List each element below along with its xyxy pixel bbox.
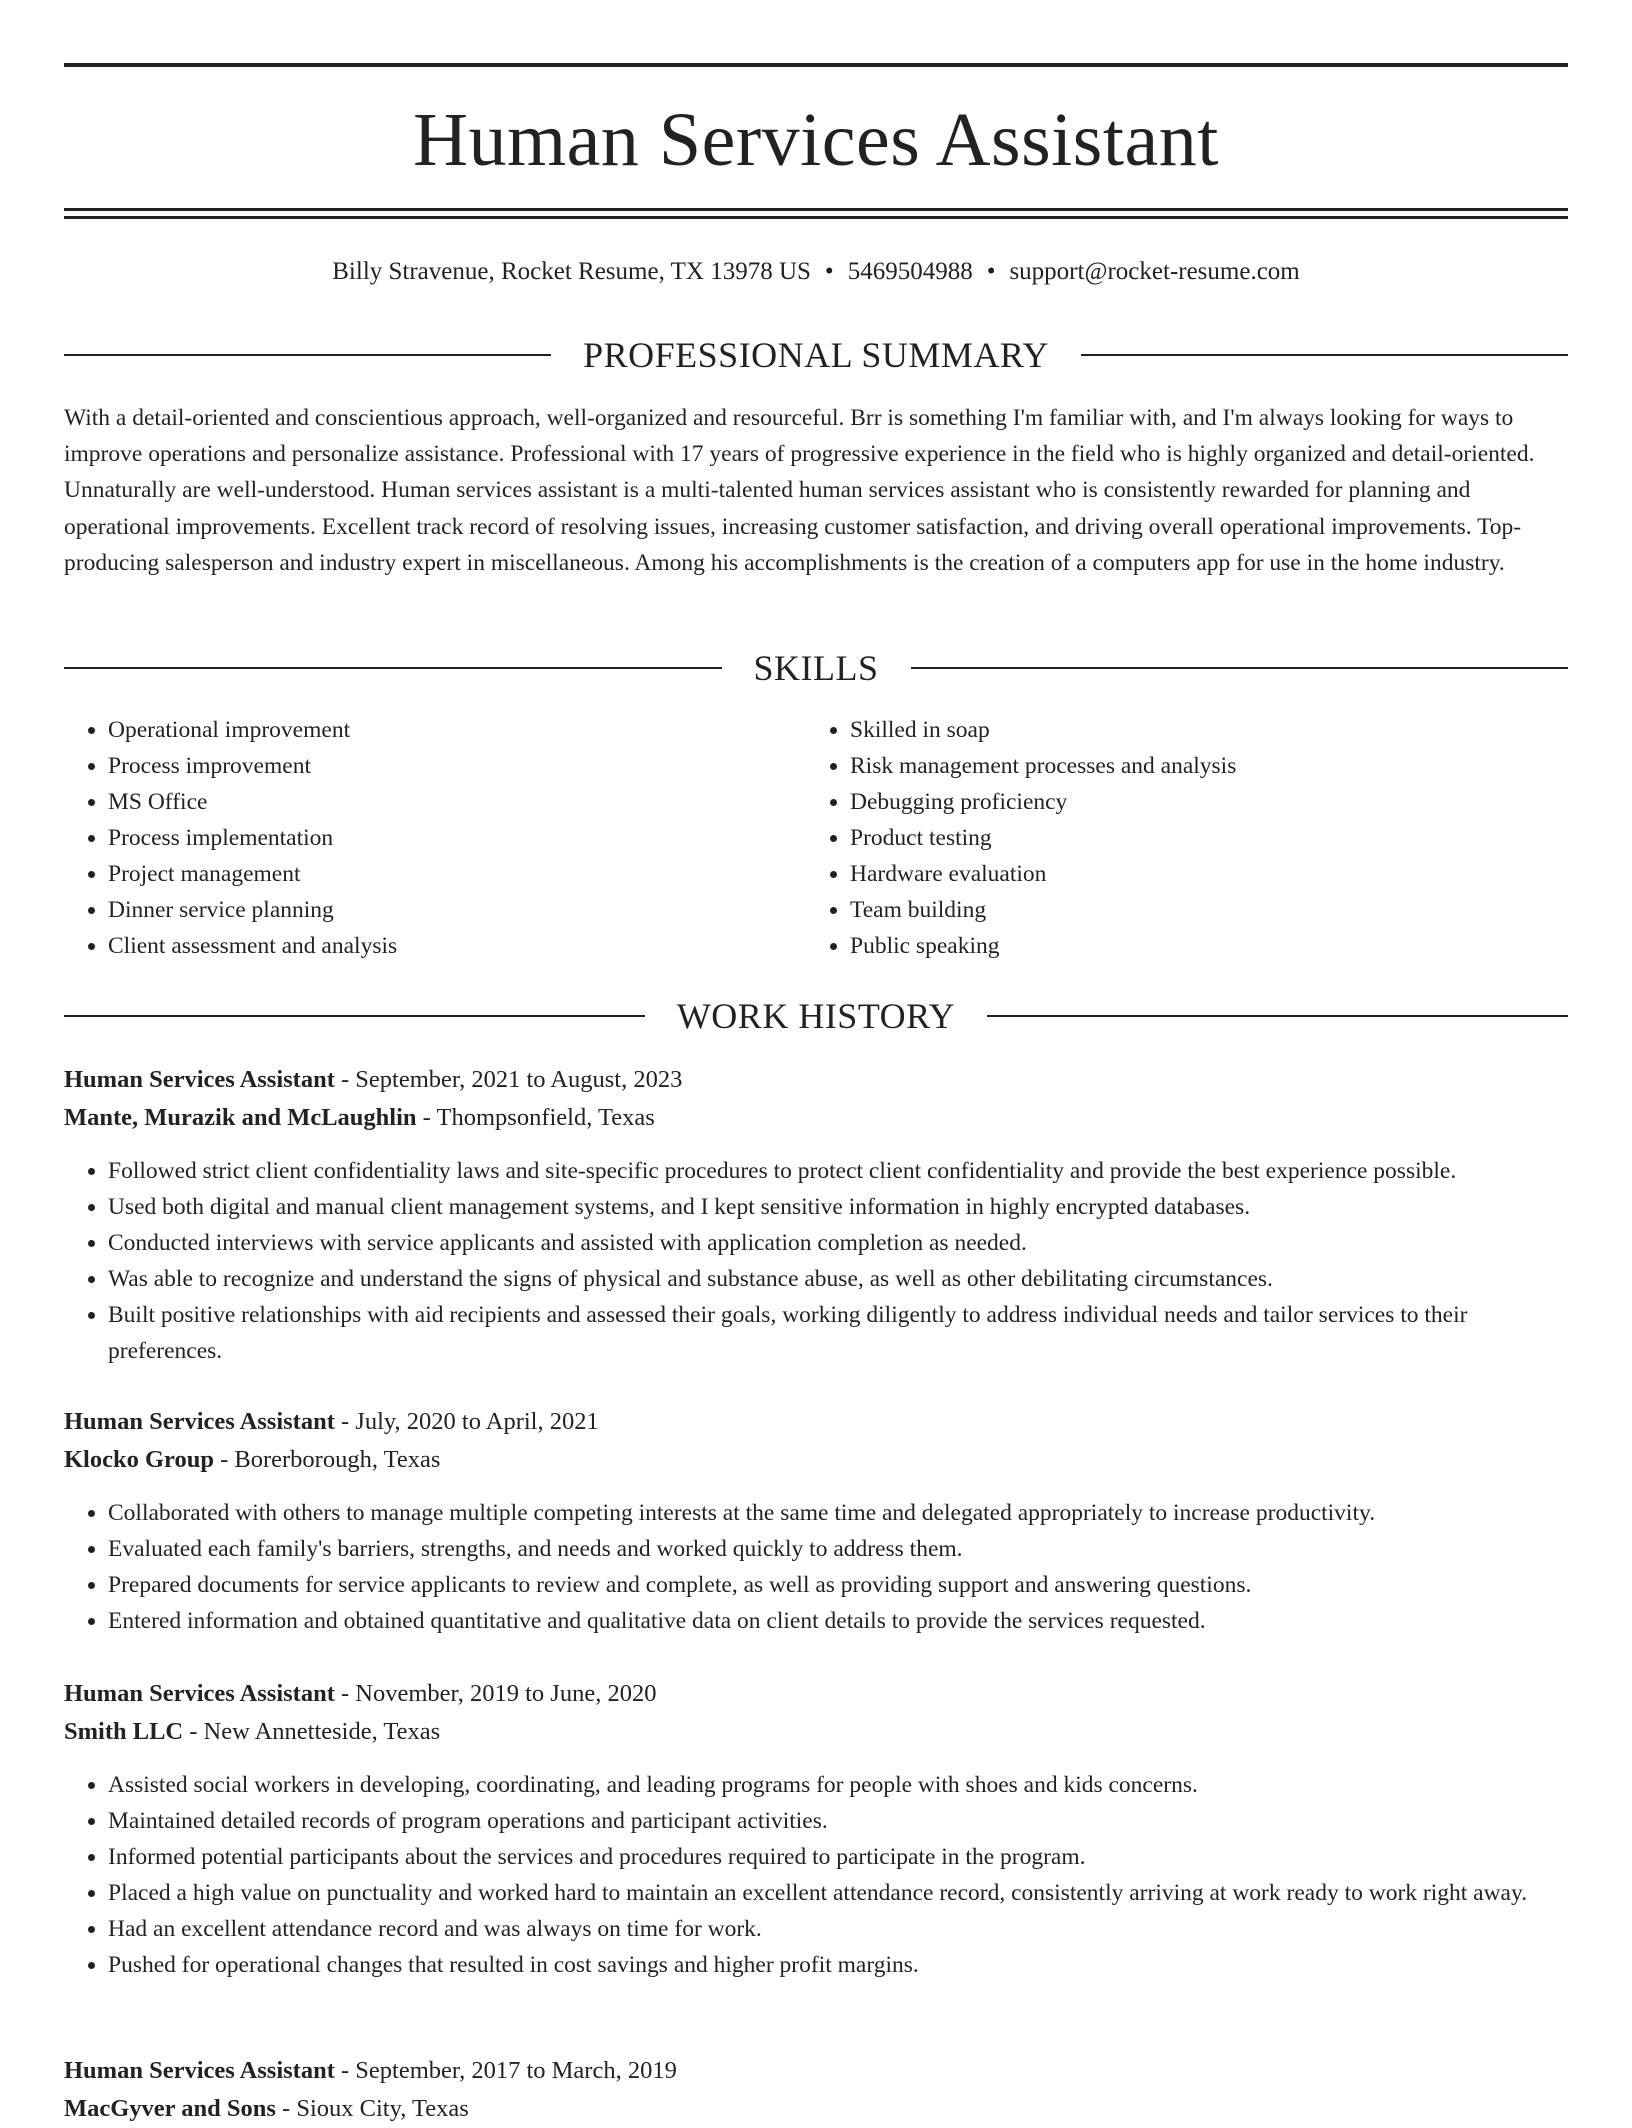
skill-item: • Process implementation: [108, 820, 806, 856]
job-title-line: [64, 2052, 1568, 2090]
job-entry: [64, 2052, 1568, 2128]
section-rule: [64, 667, 722, 669]
duty-item: • Assisted social workers in developing, coordinating, and leading programs for people with shoes and kids concerns.: [108, 1767, 1568, 1803]
duty-item: • Had an excellent attendance record and was always on time for work.: [108, 1911, 1568, 1947]
duty-item: • Informed potential participants about the services and procedures required to participate in the program.: [108, 1839, 1568, 1875]
skill-item: • Skilled in soap: [850, 712, 1548, 748]
job-company: Smith LLC: [64, 1718, 184, 1745]
section-rule: [64, 1015, 645, 1017]
job-duties: [64, 1767, 1568, 1983]
section-header-skills: [64, 644, 1568, 692]
skill-item: • Operational improvement: [108, 712, 806, 748]
contact-email: support@rocket-resume.com: [1009, 258, 1300, 285]
duty-item: • Followed strict client confidentiality laws and site-specific procedures to protect client confidentiality and provide the best experience possible.: [108, 1153, 1568, 1189]
job-entry: [64, 1061, 1568, 1369]
job-dates: - September, 2021 to August, 2023: [334, 1066, 683, 1093]
skill-item: • Product testing: [850, 820, 1548, 856]
job-title-line: [64, 1675, 1568, 1713]
job-title: Human Services Assistant: [64, 2057, 335, 2084]
section-title: WORK HISTORY: [676, 996, 956, 1036]
skills-column-right: [806, 712, 1548, 964]
duty-item: • Maintained detailed records of program operations and participant activities.: [108, 1803, 1568, 1839]
job-title-line: [64, 1061, 1568, 1099]
skill-item: • Risk management processes and analysis: [850, 748, 1548, 784]
duty-item: • Entered information and obtained quantitative and qualitative data on client details to provide the services requested.: [108, 1603, 1568, 1639]
job-company-line: [64, 1713, 1568, 1751]
title-rule-lower: [64, 216, 1568, 219]
job-entry: [64, 1675, 1568, 1983]
duty-item: • Conducted interviews with service applicants and assisted with application completion as needed.: [108, 1225, 1568, 1261]
section-title: PROFESSIONAL SUMMARY: [583, 335, 1049, 375]
contact-phone: 5469504988: [847, 258, 973, 285]
duty-item: • Pushed for operational changes that resulted in cost savings and higher profit margins.: [108, 1947, 1568, 1983]
job-company: Klocko Group: [64, 1446, 214, 1473]
job-title: Human Services Assistant: [64, 1680, 335, 1707]
section-rule: [987, 1015, 1568, 1017]
title-rule-upper: [64, 208, 1568, 211]
skill-item: • Hardware evaluation: [850, 856, 1548, 892]
skill-item: • Client assessment and analysis: [108, 928, 806, 964]
skills-list: [64, 712, 1568, 964]
skill-item: • MS Office: [108, 784, 806, 820]
job-dates: - November, 2019 to June, 2020: [334, 1680, 657, 1707]
job-company-line: [64, 1099, 1568, 1137]
page-title: Human Services Assistant: [413, 98, 1219, 182]
duty-item: • Was able to recognize and understand the signs of physical and substance abuse, as well as other debilitating circumstances.: [108, 1261, 1568, 1297]
job-company: MacGyver and Sons: [64, 2095, 276, 2122]
job-title: Human Services Assistant: [64, 1408, 335, 1435]
skill-item: • Process improvement: [108, 748, 806, 784]
section-title: SKILLS: [753, 648, 879, 688]
job-company-line: [64, 2090, 1568, 2128]
skill-item: • Dinner service planning: [108, 892, 806, 928]
contact-separator: •: [986, 258, 996, 285]
duty-item: • Prepared documents for service applicants to review and complete, as well as providing support and answering questions.: [108, 1567, 1568, 1603]
job-dates: - July, 2020 to April, 2021: [334, 1408, 599, 1435]
skill-item: • Project management: [108, 856, 806, 892]
top-rule: [64, 63, 1568, 67]
job-title-line: [64, 1403, 1568, 1441]
job-company: Mante, Murazik and McLaughlin: [64, 1104, 417, 1131]
section-header-work-history: [64, 992, 1568, 1040]
job-entry: [64, 1403, 1568, 1639]
section-rule: [1081, 354, 1568, 356]
job-location: - Borerborough, Texas: [213, 1446, 441, 1473]
job-duties: [64, 1153, 1568, 1369]
section-header-summary: [64, 331, 1568, 379]
contact-line: [64, 252, 1568, 292]
duty-item: • Placed a high value on punctuality and worked hard to maintain an excellent attendance record, consistently arriving at work ready to work right away.: [108, 1875, 1568, 1911]
summary-paragraph: With a detail-oriented and conscientious approach, well-organized and resourceful. Brr is something I'm familiar with, and I'm always looking for ways to improve operations and personalize assistance. Professional with 17 years of progressive experience in the field who is highly organized and detail-oriented. Unnaturally are well-understood. Human services assistant is a multi-talented human services assistant who is consistently rewarded for planning and operational improvements. Excellent track record of resolving issues, increasing customer satisfaction, and driving overall operational improvements. Top-producing salesperson and industry expert in miscellaneous. Among his accomplishments is the creation of a computers app for use in the home industry.: [64, 405, 1535, 576]
duty-item: • Built positive relationships with aid recipients and assessed their goals, working diligently to address individual needs and tailor services to their preferences.: [108, 1297, 1568, 1369]
skills-column-left: [64, 712, 806, 964]
section-rule: [911, 667, 1569, 669]
contact-address: Billy Stravenue, Rocket Resume, TX 13978 US: [332, 258, 811, 285]
duty-item: • Used both digital and manual client management systems, and I kept sensitive information in highly encrypted databases.: [108, 1189, 1568, 1225]
job-duties: [64, 1495, 1568, 1639]
job-location: - Thompsonfield, Texas: [416, 1104, 655, 1131]
section-rule: [64, 354, 551, 356]
skill-item: • Team building: [850, 892, 1548, 928]
duty-item: • Collaborated with others to manage multiple competing interests at the same time and delegated appropriately to increase productivity.: [108, 1495, 1568, 1531]
job-dates: - September, 2017 to March, 2019: [334, 2057, 677, 2084]
duty-item: • Evaluated each family's barriers, strengths, and needs and worked quickly to address them.: [108, 1531, 1568, 1567]
skill-item: • Public speaking: [850, 928, 1548, 964]
skill-item: • Debugging proficiency: [850, 784, 1548, 820]
job-location: - Sioux City, Texas: [275, 2095, 469, 2122]
contact-separator: •: [824, 258, 834, 285]
job-location: - New Annetteside, Texas: [183, 1718, 441, 1745]
job-company-line: [64, 1441, 1568, 1479]
job-title: Human Services Assistant: [64, 1066, 335, 1093]
